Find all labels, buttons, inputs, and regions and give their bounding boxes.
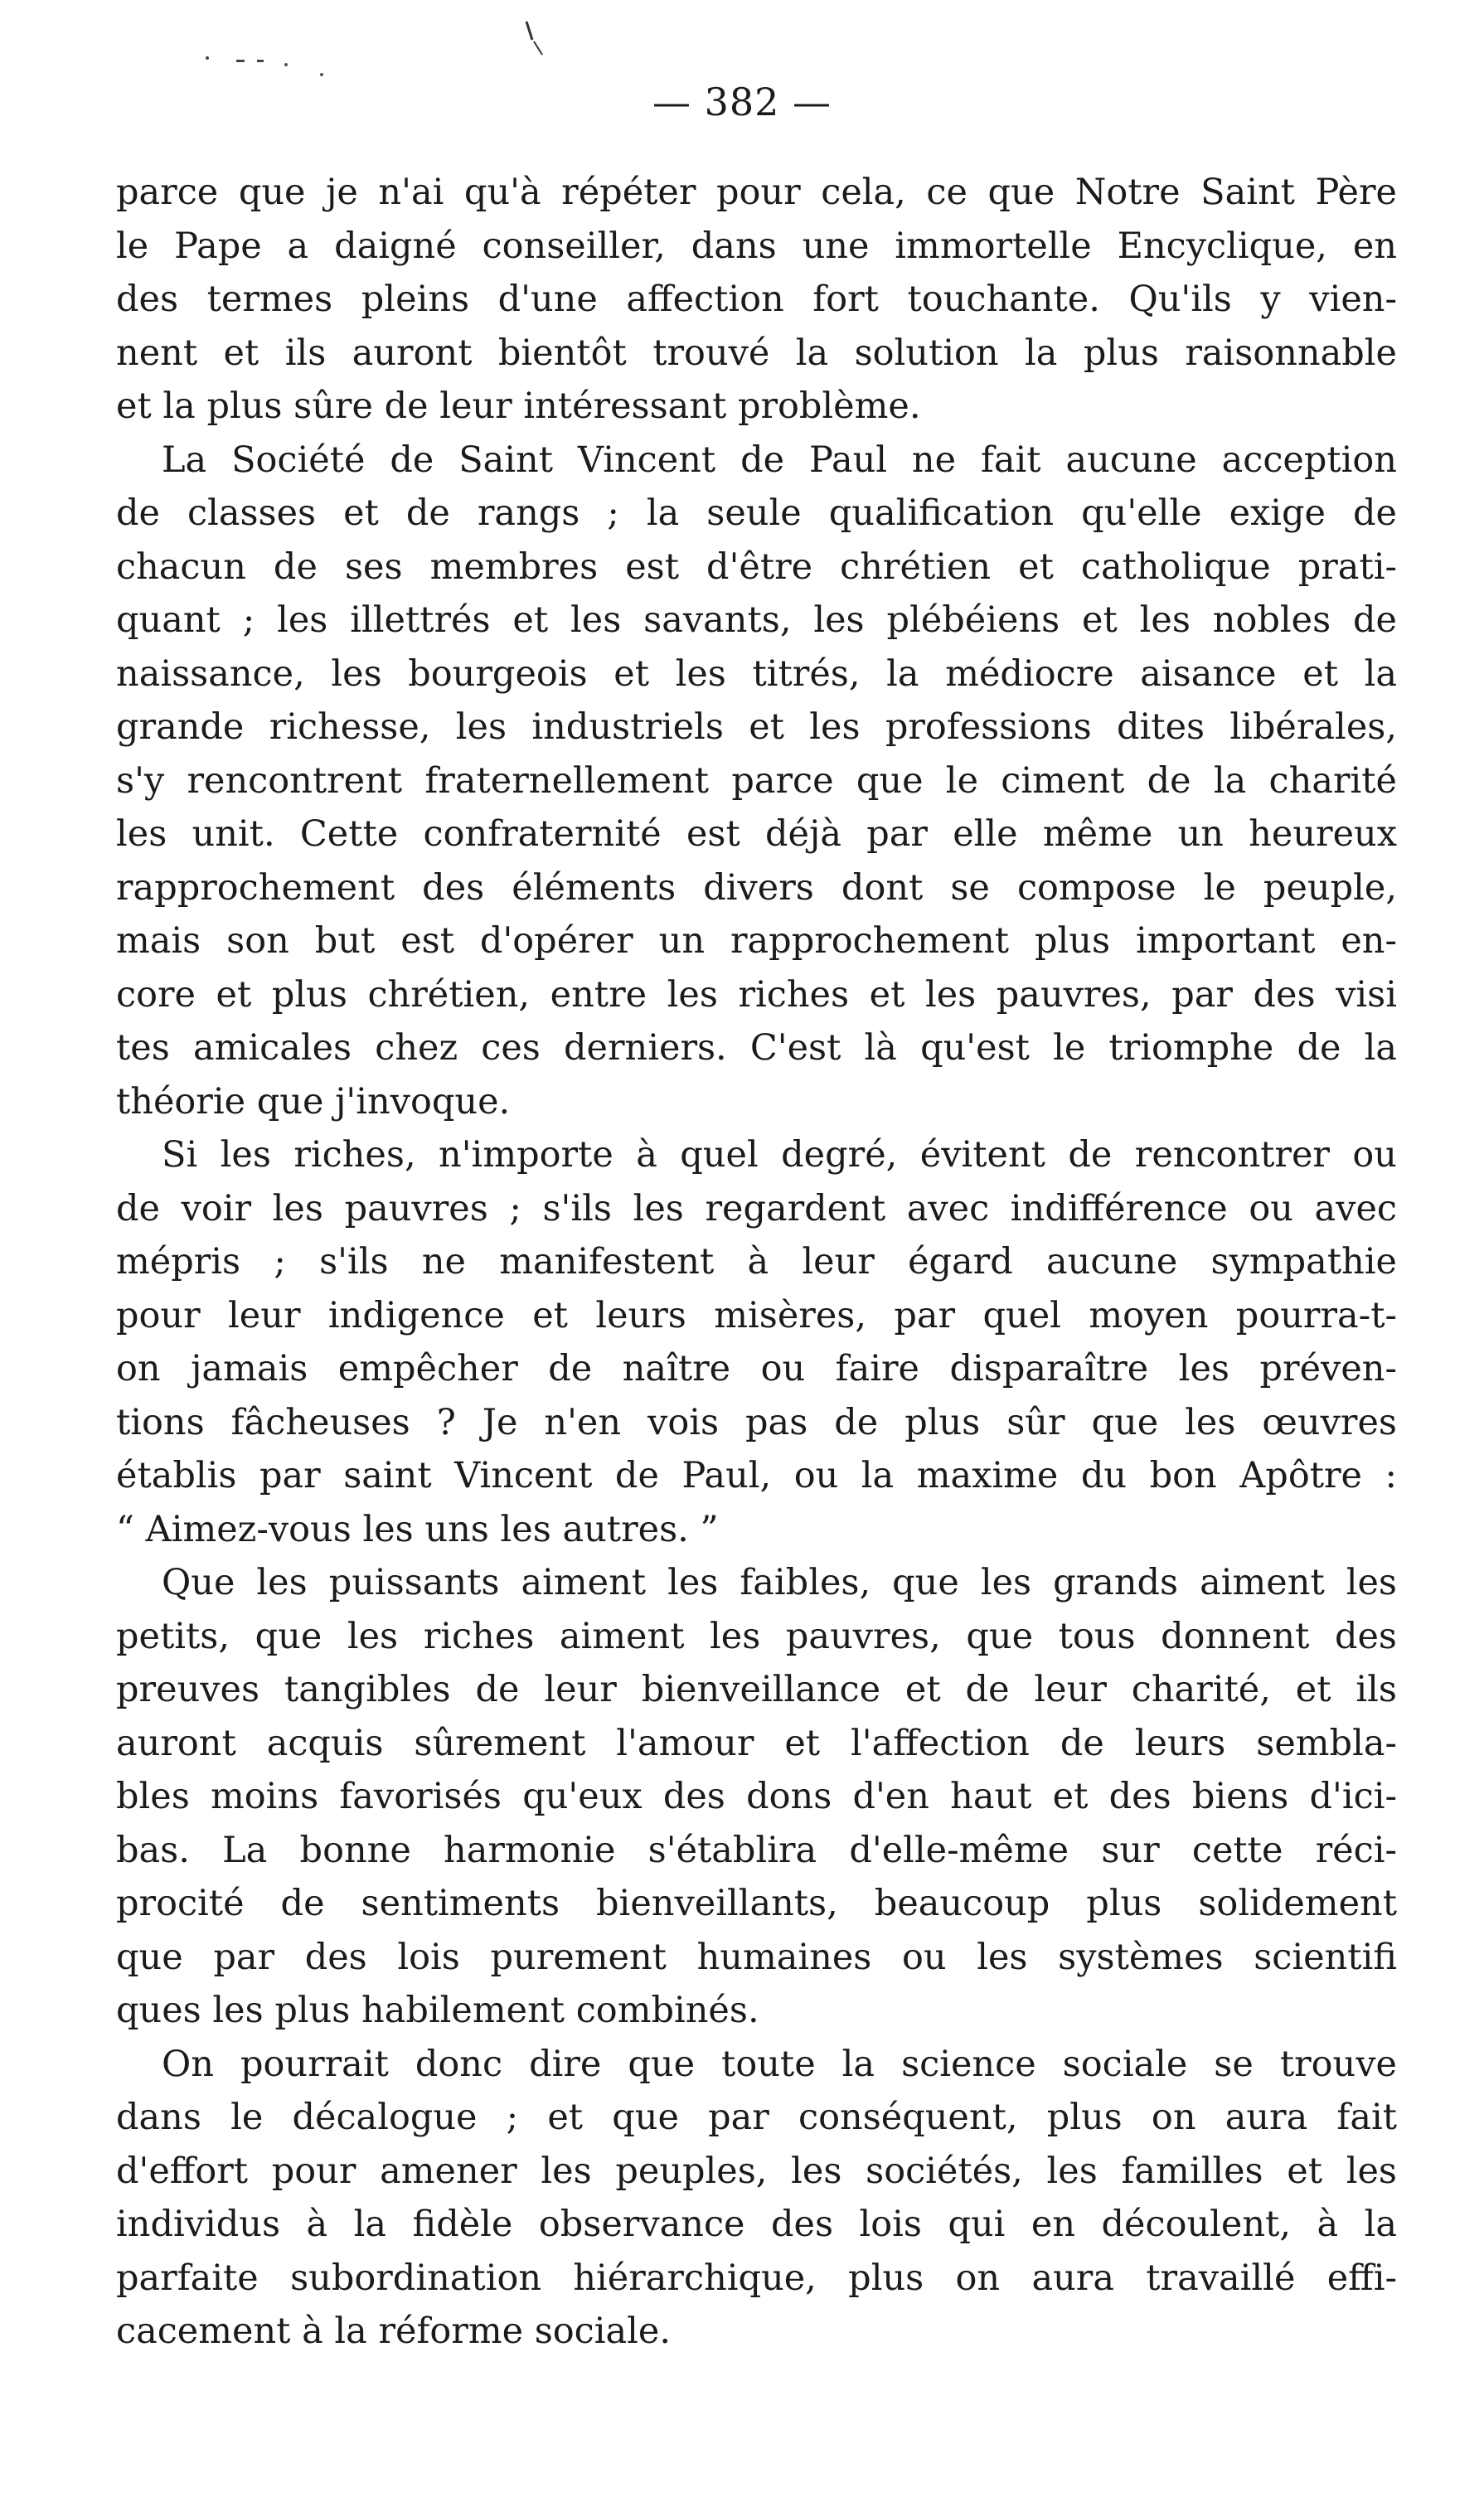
text-line: établis par saint Vincent de Paul, ou la maxime du bon Apôtre :: [116, 1455, 1397, 1496]
text-line: que par des lois purement humaines ou les systèmes scientifi: [116, 1936, 1397, 1978]
text-line: grande richesse, les industriels et les professions dites libérales,: [116, 706, 1397, 748]
text-line: tions fâcheuses ? Je n'en vois pas de plus sûr que les œuvres: [116, 1401, 1397, 1443]
text-line: core et plus chrétien, entre les riches et les pauvres, par des visi: [116, 973, 1397, 1016]
text-line: on jamais empêcher de naître ou faire disparaître les préven-: [116, 1348, 1397, 1389]
text-line: rapprochement des éléments divers dont se compose le peuple,: [116, 866, 1397, 909]
text-line: les unit. Cette confraternité est déjà par elle même un heureux: [116, 813, 1397, 855]
text-line: “ Aimez-vous les uns les autres. ”: [116, 1508, 719, 1550]
body-text: [116, 166, 1397, 2359]
text-line: tes amicales chez ces derniers. C'est là qu'est le triomphe de la: [116, 1027, 1397, 1069]
text-line: nent et ils auront bientôt trouvé la solution la plus raisonnable: [116, 332, 1397, 374]
text-line: individus à la fidèle observance des lois qui en découlent, à la: [116, 2204, 1397, 2245]
text-line: d'effort pour amener les peuples, les sociétés, les familles et les: [116, 2150, 1397, 2192]
text-line: mépris ; s'ils ne manifestent à leur égard aucune sympathie: [116, 1241, 1397, 1283]
text-line: Si les riches, n'importe à quel degré, évitent de rencontrer ou: [162, 1134, 1397, 1176]
paragraph-5: [116, 2038, 1397, 2359]
text-line: dans le décalogue ; et que par conséquent, plus on aura fait: [116, 2097, 1397, 2138]
text-line: de voir les pauvres ; s'ils les regardent avec indifférence ou avec: [116, 1187, 1397, 1229]
text-line: auront acquis sûrement l'amour et l'affection de leurs sembla-: [116, 1722, 1397, 1764]
text-line: de classes et de rangs ; la seule qualification qu'elle exige de: [116, 492, 1397, 534]
text-line: s'y rencontrent fraternellement parce que le ciment de la charité: [116, 759, 1397, 802]
paragraph-2: [116, 434, 1397, 1129]
text-line: bles moins favorisés qu'eux des dons d'en haut et des biens d'ici-: [116, 1776, 1397, 1817]
text-line: des termes pleins d'une affection fort touchante. Qu'ils y vien-: [116, 279, 1397, 320]
text-line: naissance, les bourgeois et les titrés, la médiocre aisance et la: [116, 652, 1397, 695]
text-line: parfaite subordination hiérarchique, plus on aura travaillé effi-: [116, 2257, 1397, 2299]
text-line: mais son but est d'opérer un rapprochement plus important en-: [116, 920, 1397, 962]
text-line: le Pape a daigné conseiller, dans une immortelle Encyclique, en: [116, 225, 1397, 267]
text-line: Que les puissants aiment les faibles, que les grands aiment les: [162, 1562, 1397, 1603]
text-line: et la plus sûre de leur intéressant problème.: [116, 386, 921, 427]
text-line: La Société de Saint Vincent de Paul ne fait aucune acception: [162, 439, 1397, 481]
page-number: — 382 —: [652, 80, 832, 124]
text-line: parce que je n'ai qu'à répéter pour cela, ce que Notre Saint Père: [116, 172, 1397, 213]
text-line: ques les plus habilement combinés.: [116, 1990, 759, 2031]
text-line: cacement à la réforme sociale.: [116, 2311, 672, 2352]
text-line: bas. La bonne harmonie s'établira d'elle-même sur cette réci-: [116, 1829, 1397, 1871]
text-line: On pourrait donc dire que toute la science sociale se trouve: [162, 2043, 1397, 2085]
paragraph-3: [116, 1128, 1397, 1556]
text-line: quant ; les illettrés et les savants, les plébéiens et les nobles de: [116, 599, 1397, 641]
print-specks: [191, 17, 555, 83]
text-line: petits, que les riches aiment les pauvres, que tous donnent des: [116, 1615, 1397, 1657]
text-line: chacun de ses membres est d'être chrétien et catholique prati-: [116, 546, 1397, 588]
paragraph-1: [116, 166, 1397, 434]
text-line: théorie que j'invoque.: [116, 1080, 511, 1123]
text-line: procité de sentiments bienveillants, beaucoup plus solidement: [116, 1883, 1397, 1924]
text-line: preuves tangibles de leur bienveillance et de leur charité, et ils: [116, 1669, 1397, 1710]
paragraph-4: [116, 1556, 1397, 2038]
text-line: pour leur indigence et leurs misères, par quel moyen pourra-t-: [116, 1294, 1397, 1336]
